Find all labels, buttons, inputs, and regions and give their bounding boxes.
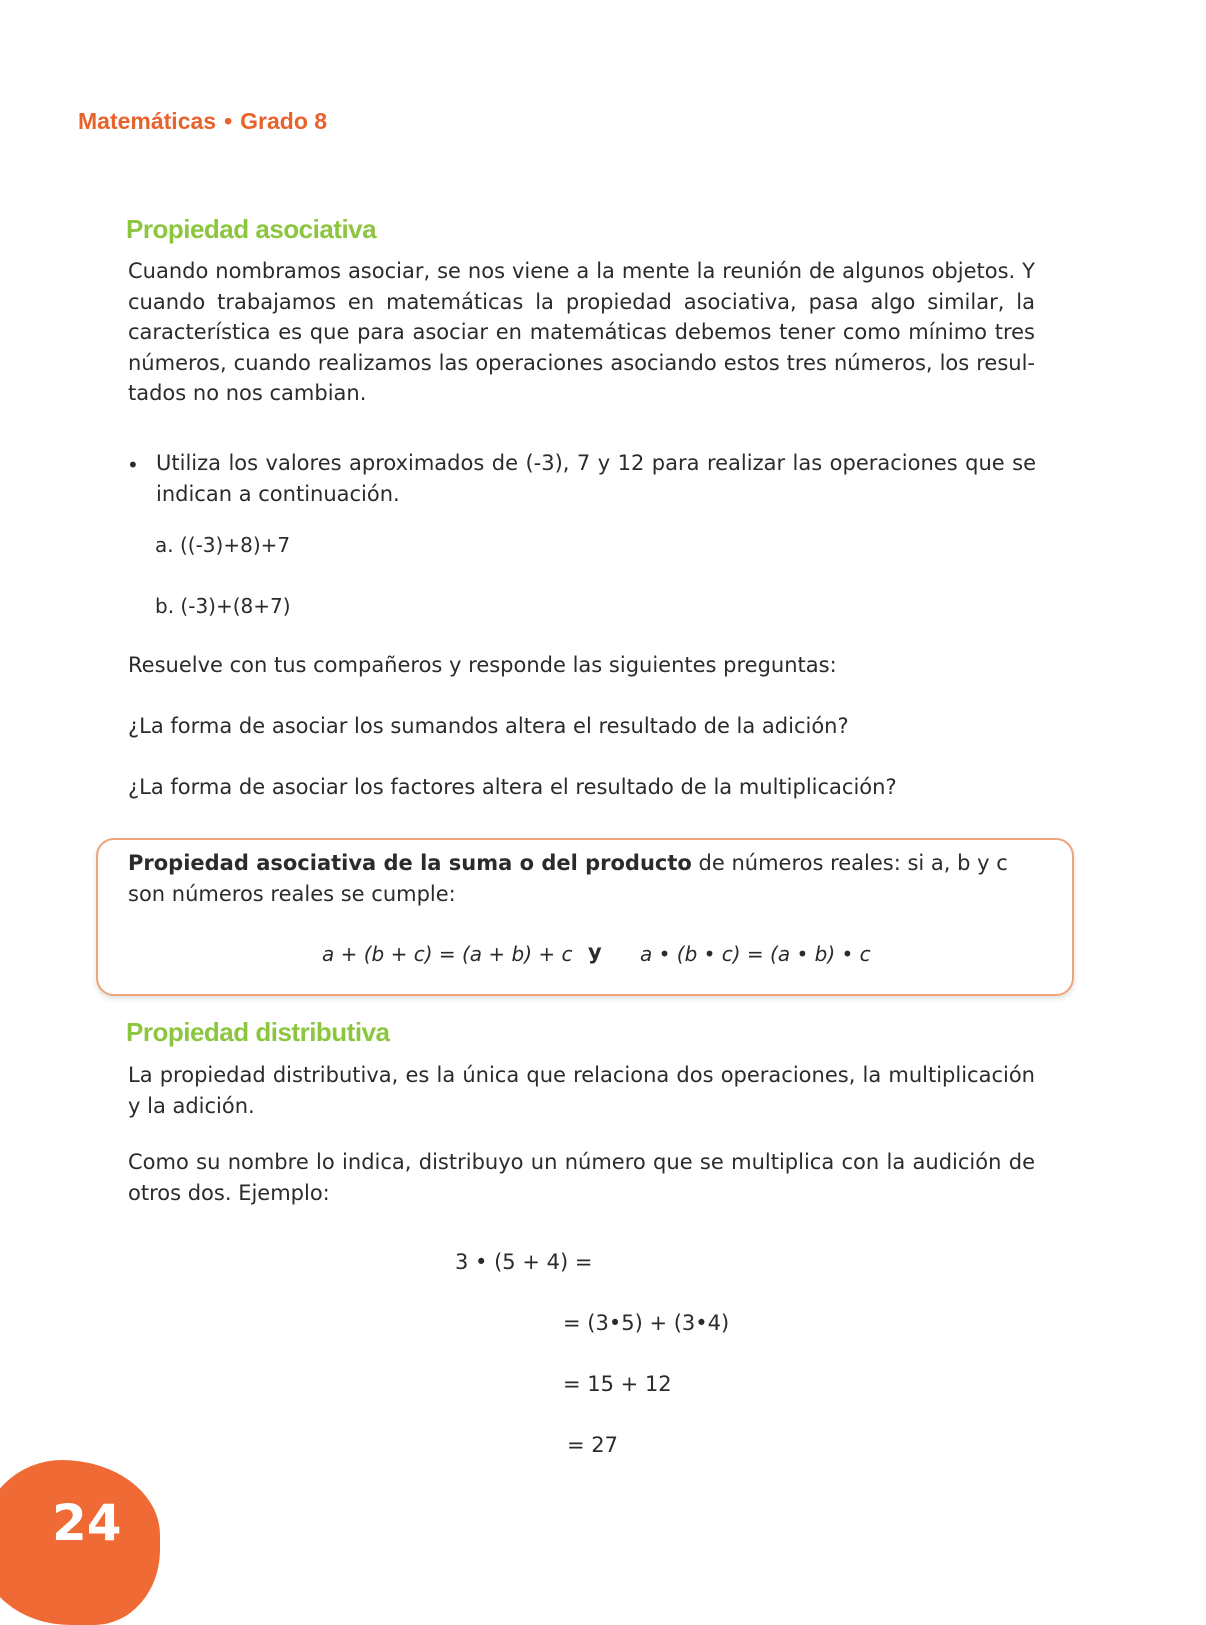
item-label: b. bbox=[155, 594, 175, 618]
item-expression: ((-3)+8)+7 bbox=[179, 533, 291, 557]
bullet-icon: • bbox=[127, 453, 139, 477]
definition-bold: Propiedad asociativa de la suma o del producto bbox=[128, 851, 692, 875]
definition-rest: de números reales: si a, b y c son números reales se cumple: bbox=[128, 851, 1008, 906]
item-label: a. bbox=[155, 533, 174, 557]
header-subject: Matemáticas bbox=[78, 108, 217, 134]
page-header bbox=[78, 108, 327, 135]
section-title-distributive: Propiedad distributiva bbox=[126, 1017, 390, 1047]
list-item-a bbox=[155, 533, 290, 557]
distributive-paragraph-1: La propiedad distributiva, es la única que relaciona dos operaciones, la multiplicación y la adición. bbox=[128, 1063, 1035, 1118]
bullet-text: Utiliza los valores aproximados de (-3), 7 y 12 para realizar las operaciones que se indican a continuación. bbox=[156, 451, 1036, 506]
question-factores: ¿La forma de asociar los factores altera el resultado de la multiplicación? bbox=[128, 775, 897, 799]
item-expression: (-3)+(8+7) bbox=[180, 594, 291, 618]
formula-sum: a + (b + c) = (a + b) + c bbox=[322, 942, 573, 966]
associative-paragraph: Cuando nombramos asociar, se nos viene a la mente la reunión de algunos objetos. Y cuando trabajamos en matemáticas la propiedad asociativa, pasa algo similar, la característica es que para asociar en matemáticas debemos tener como mínimo tres números, cuando realizamos las operaciones asociando estos tres números, los resul-tados no nos cambian. bbox=[128, 259, 1035, 405]
formula-connector: y bbox=[588, 940, 602, 964]
header-separator: • bbox=[224, 108, 233, 134]
definition-text bbox=[128, 848, 1038, 909]
list-item-b bbox=[155, 594, 291, 618]
example-line-2: = (3•5) + (3•4) bbox=[563, 1311, 730, 1335]
example-line-3: = 15 + 12 bbox=[563, 1372, 672, 1396]
example-line-1: 3 • (5 + 4) = bbox=[455, 1250, 593, 1274]
formula-product: a • (b • c) = (a • b) • c bbox=[640, 942, 871, 966]
example-line-4: = 27 bbox=[567, 1433, 618, 1457]
section-title-associative: Propiedad asociativa bbox=[126, 214, 377, 244]
question-sumandos: ¿La forma de asociar los sumandos altera el resultado de la adición? bbox=[128, 714, 849, 738]
header-grade: Grado 8 bbox=[240, 108, 328, 134]
distributive-paragraph-2: Como su nombre lo indica, distribuyo un número que se multiplica con la audición de otros dos. Ejemplo: bbox=[128, 1150, 1035, 1205]
page-number: 24 bbox=[52, 1494, 122, 1552]
instruction-text: Resuelve con tus compañeros y responde las siguientes preguntas: bbox=[128, 653, 837, 677]
